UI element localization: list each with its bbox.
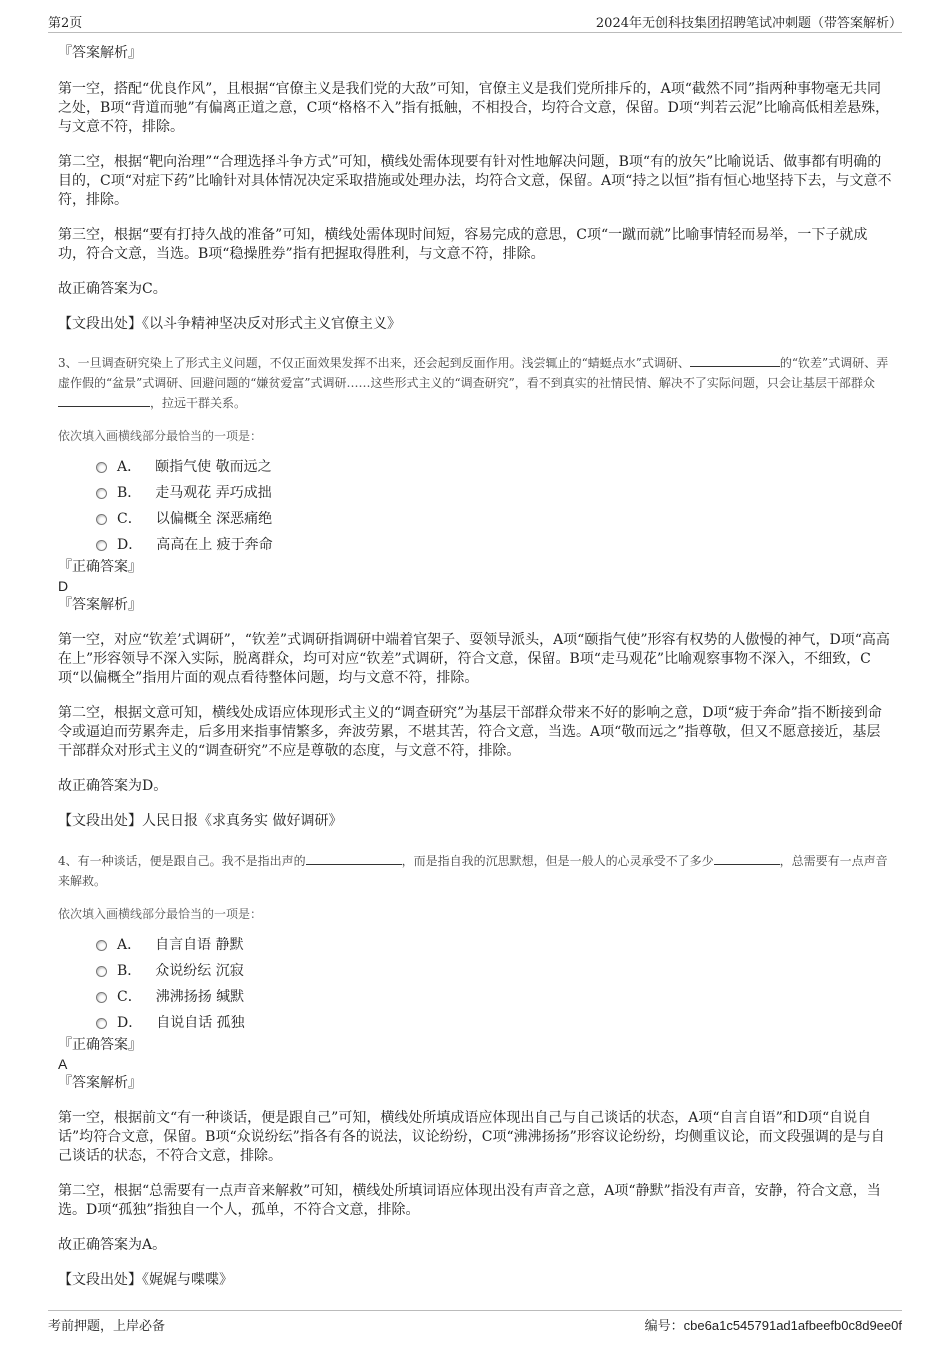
option-b[interactable]: B． 众说纷纭 沉寂 (58, 958, 894, 984)
radio-icon[interactable] (96, 488, 107, 499)
question-4-stem: 4、有一种谈话，便是跟自己。我不是指出声的 ，而是指自我的沉思默想，但是一般人的心灵承受不了多少 ，总需要有一点声音来解救。 (58, 854, 888, 888)
page-footer (48, 1310, 902, 1337)
conclusion: 故正确答案为D。 (58, 778, 168, 794)
question-4-options (58, 932, 894, 1036)
radio-icon[interactable] (96, 462, 107, 473)
option-b[interactable]: B． 走马观花 弄巧成拙 (58, 480, 894, 506)
answer-blank (58, 394, 150, 407)
analysis-paragraph: 第一空，搭配“优良作风”，且根据“官僚主义是我们党的大敌”可知，官僚主义是我们党所排斥的，A项“截然不同”指两种事物毫无共同之处，B项“背道而驰”有偏离正道之意，C项“格格不入”指有抵触，不相投合，均符合文意，保留。D项“判若云泥”比喻高低相差悬殊，与文意不符，排除。 (58, 81, 890, 135)
question-3-options (58, 454, 894, 558)
radio-icon[interactable] (96, 1018, 107, 1029)
option-c[interactable]: C． 沸沸扬扬 缄默 (58, 984, 894, 1010)
analysis-paragraph: 第一空，根据前文“有一种谈话，便是跟自己”可知，横线处所填成语应体现出自己与自己谈话的状态，A项“自言自语”和D项“自说自话”均符合文意，保留。B项“众说纷纭”指各有各的说法，议论纷纷，C项“沸沸扬扬”形容议论纷纷，均侧重议论，而文段强调的是与自己谈话的状态，不符合文意，排除。 (58, 1110, 885, 1164)
option-d[interactable]: D． 自说自话 孤独 (58, 1010, 894, 1036)
correct-answer-label: 『正确答案』 (58, 1037, 142, 1053)
document-body (58, 44, 894, 1290)
answer-blank (714, 852, 780, 865)
radio-icon[interactable] (96, 514, 107, 525)
page-number: 第2页 (48, 16, 83, 31)
question-3-stem: 3、一旦调查研究染上了形式主义问题，不仅正面效果发挥不出来，还会起到反面作用。浅尝辄止的“蜻蜓点水”式调研、 的“钦差”式调研、弄虚作假的“盆景”式调研、回避问题的“嫌贫爱富”式调研……这些形式主义的“调查研究”，看不到真实的社情民情、解决不了实际问题，只会让基层干部群众，拉远干群关系。 (58, 356, 889, 410)
document-id: 编号：cbe6a1c545791ad1afbeefb0c8d9ee0f (644, 1318, 902, 1333)
conclusion: 故正确答案为C。 (58, 281, 167, 297)
page-header (48, 12, 902, 33)
option-c[interactable]: C． 以偏概全 深恶痛绝 (58, 506, 894, 532)
document-title: 2024年无创科技集团招聘笔试冲刺题（带答案解析） (595, 16, 902, 31)
analysis-paragraph: 第二空，根据“总需要有一点声音来解救”可知，横线处所填词语应体现出没有声音之意，A项“静默”指没有声音，安静，符合文意，当选。D项“孤独”指独自一个人，孤单，不符合文意，排除。 (58, 1183, 881, 1218)
correct-answer: A (58, 1056, 68, 1072)
analysis-label: 『答案解析』 (58, 1075, 142, 1091)
correct-answer: D (58, 578, 69, 594)
analysis-paragraph: 第三空，根据“要有打持久战的准备”可知，横线处需体现时间短，容易完成的意思，C项“一蹴而就”比喻事情轻而易举，一下子就成功，符合文意，当选。B项“稳操胜券”指有把握取得胜利，与文意不符，排除。 (58, 227, 868, 262)
analysis-label: 『答案解析』 (58, 597, 142, 613)
option-d[interactable]: D． 高高在上 疲于奔命 (58, 532, 894, 558)
question-instruction: 依次填入画横线部分最恰当的一项是： (58, 907, 263, 921)
radio-icon[interactable] (96, 992, 107, 1003)
radio-icon[interactable] (96, 966, 107, 977)
source-citation: 【文段出处】《以斗争精神坚决反对形式主义官僚主义》 (58, 316, 401, 332)
radio-icon[interactable] (96, 540, 107, 551)
analysis-paragraph: 第一空，对应“钦差’式调研”，“钦差”式调研指调研中端着官架子、耍领导派头，A项“颐指气使”形容有权势的人傲慢的神气，D项“高高在上”形容领导不深入实际，脱离群众，均可对应“钦差”式调研，符合文意，保留。B项“走马观花”比喻观察事物不深入，不细致，C项“以偏概全”指用片面的观点看待整体问题，均与文意不符，排除。 (58, 632, 890, 686)
analysis-label: 『答案解析』 (58, 45, 142, 61)
footer-slogan: 考前押题，上岸必备 (48, 1319, 166, 1334)
source-citation: 【文段出处】人民日报《求真务实 做好调研》 (58, 813, 343, 829)
analysis-paragraph: 第二空，根据文意可知，横线处成语应体现形式主义的“调查研究”为基层干部群众带来不好的影响之意，D项“疲于奔命”指不断接到命令或逼迫而劳累奔走，后多用来指事情繁多，奔波劳累，不堪其苦，符合文意，当选。A项“敬而远之”指尊敬，但又不愿意接近，基层干部群众对形式主义的“调查研究”不应是尊敬的态度，与文意不符，排除。 (58, 705, 882, 759)
question-instruction: 依次填入画横线部分最恰当的一项是： (58, 429, 263, 443)
correct-answer-label: 『正确答案』 (58, 559, 142, 575)
conclusion: 故正确答案为A。 (58, 1237, 167, 1253)
analysis-paragraph: 第二空，根据“靶向治理”“合理选择斗争方式”可知，横线处需体现要有针对性地解决问题，B项“有的放矢”比喻说话、做事都有明确的目的，C项“对症下药”比喻针对具体情况决定采取措施或处理办法，均符合文意，保留。A项“持之以恒”指有恒心地坚持下去，与文意不符，排除。 (58, 154, 892, 208)
answer-blank (306, 852, 402, 865)
answer-blank (690, 354, 780, 367)
option-a[interactable]: A． 颐指气使 敬而远之 (58, 454, 894, 480)
option-a[interactable]: A． 自言自语 静默 (58, 932, 894, 958)
source-citation: 【文段出处】《娓娓与喋喋》 (58, 1272, 233, 1288)
radio-icon[interactable] (96, 940, 107, 951)
